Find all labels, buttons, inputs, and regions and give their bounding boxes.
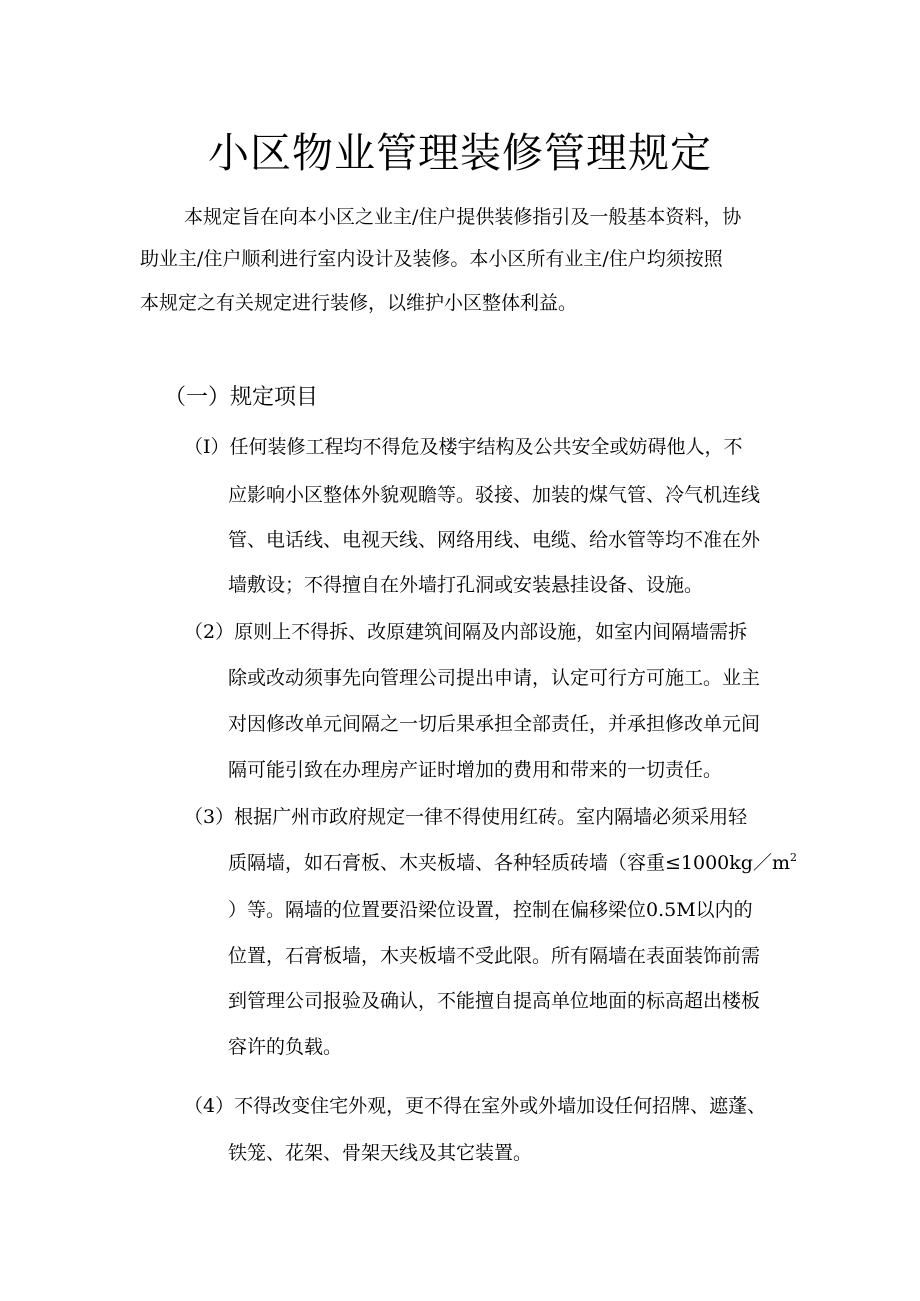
superscript-2: 2 <box>789 851 797 864</box>
item-3-line-6: 容许的负载。 <box>228 1036 343 1058</box>
item-3-line-5: 到管理公司报验及确认，不能擅自提高单位地面的标高超出楼板 <box>228 990 761 1012</box>
intro-line-2: 助业主/住户顺利进行室内设计及装修。本小区所有业主/住户均须按照 <box>140 248 723 270</box>
intro-line-3: 本规定之有关规定进行装修，以维护小区整体利益。 <box>140 292 578 314</box>
item-1-line-2: 应影响小区整体外貌观瞻等。驳接、加装的煤气管、冷气机连线 <box>228 484 761 506</box>
item-1-line-1: （I）任何装修工程均不得危及楼宇结构及公共安全或妨碍他人，不 <box>184 436 743 458</box>
section-heading: （一）规定项目 <box>164 385 319 410</box>
item-4-line-2: 铁笼、花架、骨架天线及其它装置。 <box>228 1142 533 1164</box>
item-3-line-2 <box>228 850 797 876</box>
item-3-line-2-text: 质隔墙，如石膏板、木夹板墙、各种轻质砖墙（容重≤1000kg／m <box>228 852 790 874</box>
item-2-line-1: （2）原则上不得拆、改原建筑间隔及内部设施，如室内间隔墙需拆 <box>184 621 748 643</box>
item-2-line-3: 对因修改单元间隔之一切后果承担全部责任，并承担修改单元间 <box>228 713 761 735</box>
item-2-line-2: 除或改动须事先向管理公司提出申请，认定可行方可施工。业主 <box>228 667 761 689</box>
item-3-line-1: （3）根据广州市政府规定一律不得使用红砖。室内隔墙必须采用轻 <box>184 806 748 828</box>
item-1-line-3: 管、电话线、电视天线、网络用线、电缆、给水管等均不准在外 <box>228 529 761 551</box>
item-2-line-4: 隔可能引致在办理房产证时增加的费用和带来的一切责任。 <box>228 759 723 781</box>
item-1-line-4: 墙敷设；不得擅自在外墙打孔洞或安装悬挂设备、设施。 <box>228 574 704 596</box>
item-4-line-1: （4）不得改变住宅外观，更不得在室外或外墙加设任何招牌、遮蓬、 <box>184 1095 767 1117</box>
document-title: 小区物业管理装修管理规定 <box>208 129 712 177</box>
item-3-line-4: 位置，石膏板墙，木夹板墙不受此限。所有隔墙在表面装饰前需 <box>228 945 761 967</box>
intro-line-1: 本规定旨在向本小区之业主/住户提供装修指引及一般基本资料，协 <box>184 206 742 228</box>
item-3-line-3: ）等。隔墙的位置要沿梁位设置，控制在偏移梁位0.5M以内的 <box>228 899 753 921</box>
